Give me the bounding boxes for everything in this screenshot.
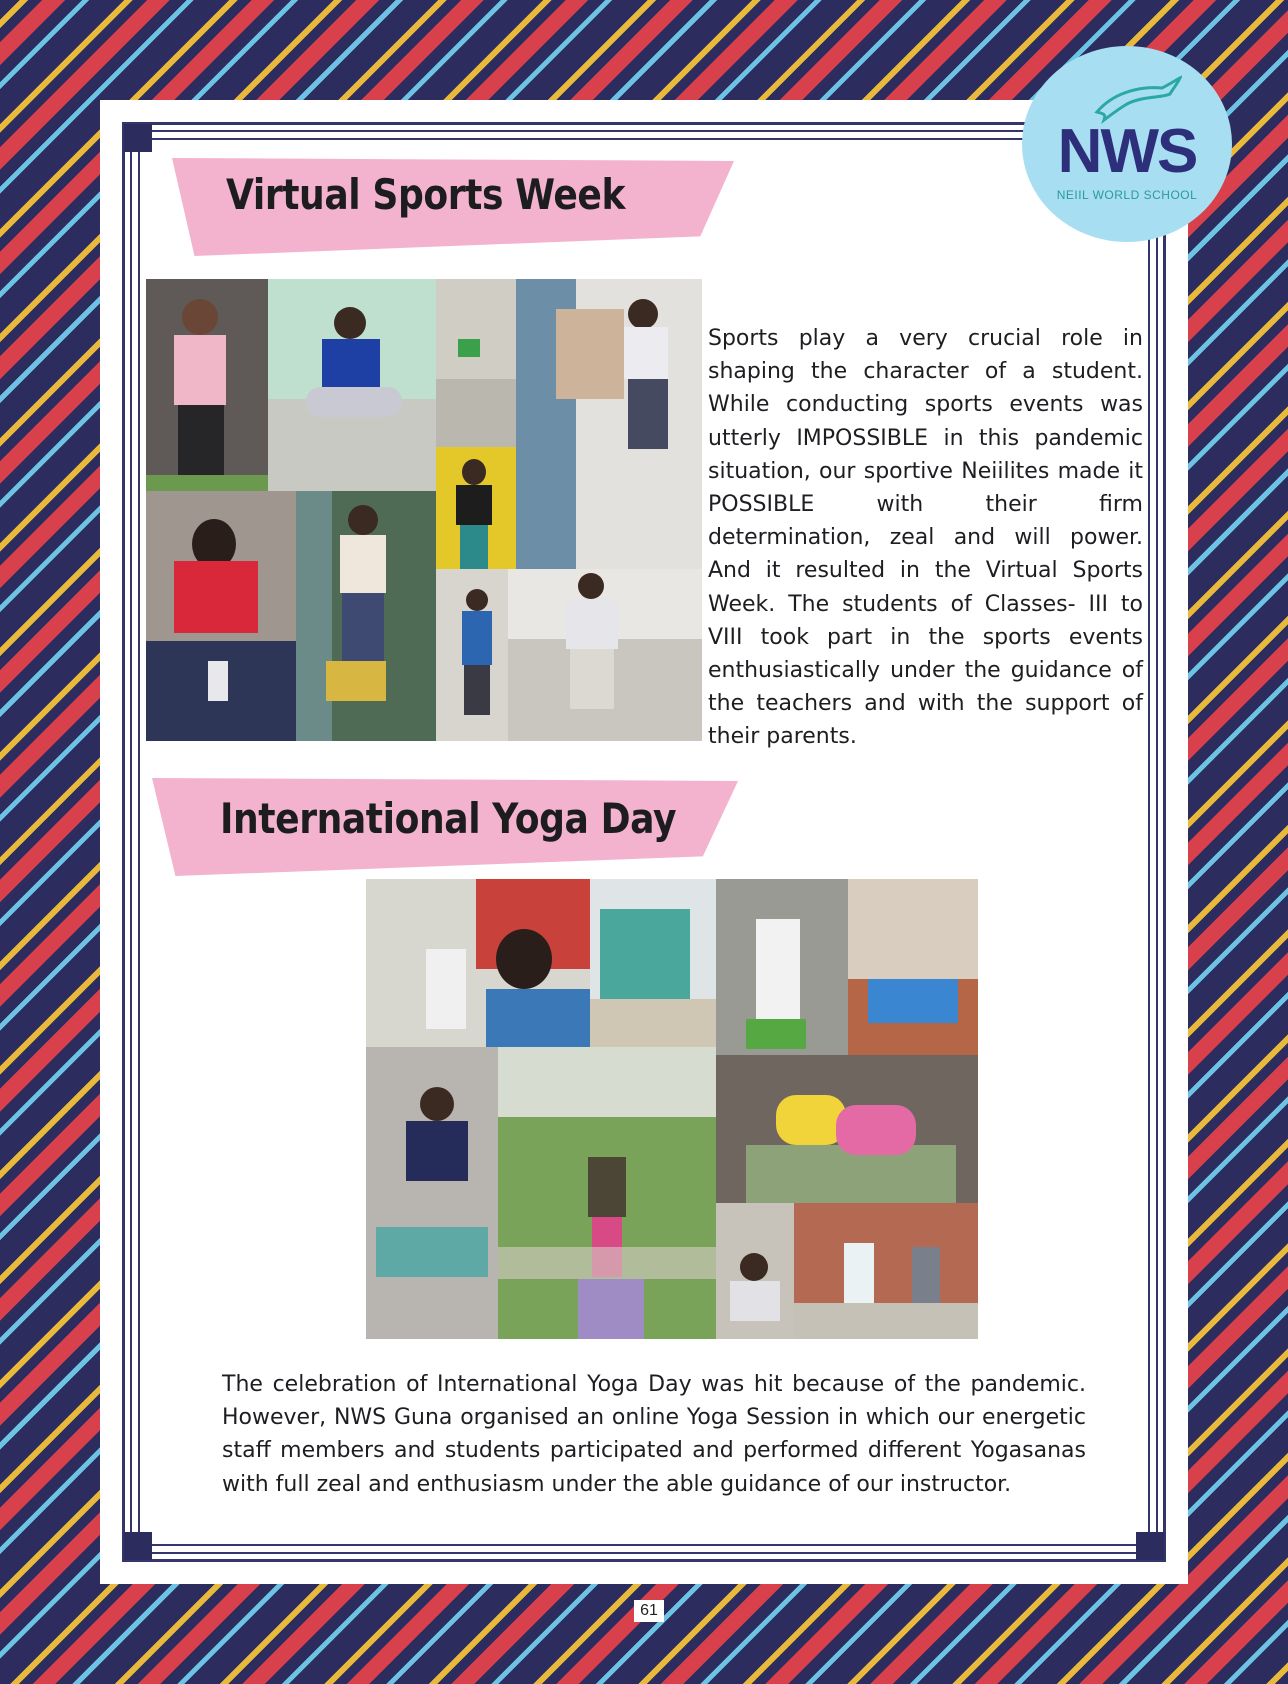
photo	[716, 879, 848, 1055]
section-body-text: The celebration of International Yoga Day was hit because of the pandemic. However, NWS Guna organised an online Yoga Session in which our energetic staff members and students participated and performed different Yogasanas with full zeal and enthusiasm under the able guidance of our instructor.	[222, 1372, 1086, 1497]
section-title: International Yoga Day	[220, 794, 677, 843]
photo	[848, 879, 978, 1055]
photo	[794, 1203, 978, 1339]
photo	[436, 447, 516, 569]
logo-mark: NWS	[1057, 117, 1197, 186]
corner-ornament	[124, 1532, 152, 1560]
photo	[716, 1203, 794, 1339]
photo	[268, 279, 436, 491]
photo	[146, 279, 268, 491]
section-body-text: Sports play a very crucial role in shaping the character of a student. While conducting sports events was utterly IMPOSSIBLE in this pandemic situation, our sportive Neiilites made it POSSIBLE with their firm determination, zeal and will power. And it resulted in the Virtual Sports Week. The students of Classes- III to VIII took part in the sports events enthusiastically under the guidance of the teachers and with the support of their parents.	[708, 326, 1143, 750]
logo-school-name: NEIIL WORLD SCHOOL	[1056, 188, 1198, 202]
photo	[436, 569, 508, 741]
school-logo	[1022, 46, 1232, 242]
sports-photo-collage	[146, 279, 702, 741]
photo	[516, 279, 702, 569]
photo	[366, 1047, 498, 1339]
photo	[296, 491, 436, 741]
photo	[436, 279, 516, 447]
yoga-photo-collage	[366, 879, 978, 1339]
photo	[366, 879, 590, 1047]
photo	[508, 569, 702, 741]
page-number: 61	[634, 1600, 664, 1622]
photo	[146, 491, 296, 741]
section-title: Virtual Sports Week	[226, 170, 626, 219]
photo	[716, 1055, 978, 1203]
photo	[590, 879, 716, 1047]
photo	[498, 1047, 716, 1339]
corner-ornament	[1136, 1532, 1164, 1560]
corner-ornament	[124, 124, 152, 152]
